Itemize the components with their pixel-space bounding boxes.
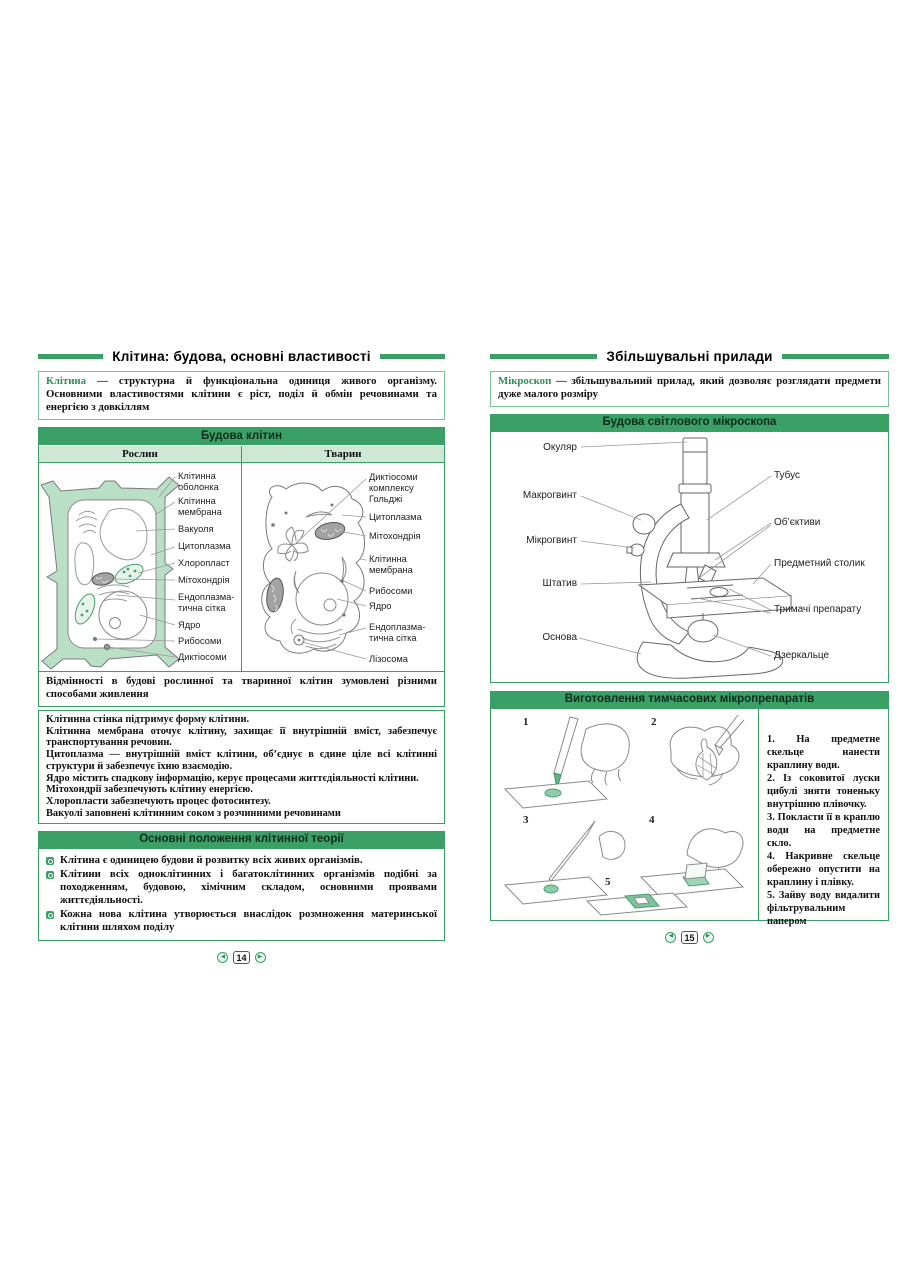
cell-structure-table	[38, 427, 445, 707]
table-note: Відмінності в будові рослинної та тваринної клітин зумовлені різними способами живлення	[39, 671, 444, 706]
organelle-label: Клітинна оболонка	[178, 471, 219, 492]
plant-cell-labels	[39, 463, 241, 671]
figure-number: 1	[523, 716, 529, 728]
organelle-descriptions	[38, 710, 445, 824]
description-line: Мітохондрії забезпечують клітину енергією.	[46, 784, 253, 796]
right-pager	[490, 930, 889, 944]
bullet-icon	[46, 857, 54, 865]
definition-box	[490, 371, 889, 407]
microscope-part-label: Штатив	[542, 578, 577, 589]
procedure-step: 4. Накривне скельце обережно опустити на краплину і плівку.	[767, 851, 880, 888]
procedure-step: 2. Із соковитої луски цибулі зняти тоненьку внутрішню плівочку.	[767, 773, 880, 810]
organelle-label: Ендоплазма-тична сітка	[369, 622, 426, 643]
diagram-row	[39, 462, 444, 671]
theory-item	[46, 908, 437, 934]
microscope-part-label: Тубус	[774, 470, 801, 481]
animal-cell-labels	[242, 463, 444, 671]
bullet-icon	[46, 871, 54, 879]
prev-page-icon: ◀	[668, 933, 674, 940]
microscope-labels-right	[491, 432, 888, 682]
theory-box	[38, 848, 445, 941]
organelle-label: Хлоропласт	[178, 558, 230, 568]
prev-page-icon: ◀	[220, 953, 226, 960]
definition-term: Клітина	[46, 375, 87, 387]
figure-numbers	[491, 709, 758, 920]
organelle-label: Клітинна мембрана	[178, 496, 222, 517]
theory-item	[46, 854, 437, 867]
organelle-label: Рибосоми	[369, 586, 413, 596]
description-line: Клітинна мембрана оточує клітину, захищає її внутрішній вміст, забезпечує транспортування речовин.	[46, 725, 437, 749]
next-page-button[interactable]	[703, 932, 714, 943]
microscope-part-label: Предметний столик	[774, 558, 865, 569]
page-title: Клітина: будова, основні властивості	[112, 349, 371, 364]
microscope-part-label: Макрогвинт	[522, 490, 577, 501]
microscope-part-label: Окуляр	[543, 442, 577, 453]
prev-page-button[interactable]	[217, 952, 228, 963]
microscope-part-label: Основа	[542, 632, 577, 643]
procedure-step: 5. Зайву воду видалити фільтрувальним папером	[767, 890, 880, 927]
title-decorative-bar	[782, 354, 889, 359]
animal-cell-diagram	[242, 463, 444, 671]
organelle-label: Мітохондрія	[369, 531, 421, 541]
definition-text: — структурна й функціональна одиниця живого організму. Основними властивостями клітини є ріст, поділ й обмін речовинами та енергією з довкіллям	[46, 375, 437, 413]
definition-text: — збільшувальний прилад, який дозволяє розглядати предмети дуже малого розміру	[498, 375, 881, 400]
microscope-diagram	[490, 431, 889, 683]
title-decorative-bar	[490, 354, 597, 359]
organelle-label: Ядро	[178, 620, 201, 630]
description-line: Клітинна стінка підтримує форму клітини.	[46, 714, 250, 725]
microscope-part-label: Дзеркальце	[774, 650, 830, 661]
organelle-label: Диктіосоми комплексу Гольджі	[369, 472, 418, 504]
organelle-label: Ендоплазма-тична сітка	[178, 592, 235, 613]
organelle-label: Мітохондрія	[178, 575, 230, 585]
microscope-part-label: Об’єктиви	[774, 517, 821, 528]
table-column-headers	[39, 445, 444, 462]
organelle-label: Диктіосоми	[178, 652, 227, 662]
prev-page-button[interactable]	[665, 932, 676, 943]
organelle-label: Клітинна мембрана	[369, 554, 413, 575]
figure-number: 2	[651, 716, 657, 728]
left-page	[38, 347, 445, 964]
microscope-header: Будова світлового мікроскопа	[490, 414, 889, 431]
organelle-label: Лізосома	[369, 654, 408, 664]
description-line: Хлоропласти забезпечують процес фотосинтезу.	[46, 795, 271, 807]
right-page	[490, 347, 889, 944]
plant-cell-diagram	[39, 463, 242, 671]
procedure-step: 1. На предметне скельце нанести краплину води.	[767, 734, 880, 771]
left-pager	[38, 950, 445, 964]
procedure-panel	[490, 708, 889, 927]
organelle-label: Ядро	[369, 601, 392, 611]
procedure-step: 3. Покласти її в краплю води на предметне скло.	[767, 812, 880, 849]
page-title: Збільшувальні прилади	[606, 349, 773, 364]
theory-header: Основні положення клітинної теорії	[38, 831, 445, 848]
left-page-title-row	[38, 347, 445, 366]
page-number-badge: 15	[681, 931, 697, 944]
description-line: Цитоплазма — внутрішній вміст клітини, об’єднує в єдине ціле всі клітинні структури й забезпечує їхню взаємодію.	[46, 749, 437, 772]
figure-number: 4	[649, 814, 655, 826]
theory-item-text: Клітина є одиницею будови й розвитку всіх живих організмів.	[60, 854, 363, 867]
next-page-icon: ▶	[257, 953, 263, 960]
theory-item	[46, 868, 437, 907]
title-decorative-bar	[380, 354, 445, 359]
title-decorative-bar	[38, 354, 103, 359]
definition-box	[38, 371, 445, 420]
description-line: Вакуолі заповнені клітинним соком з розчинними речовинами	[46, 807, 341, 819]
figure-number: 5	[605, 876, 611, 888]
next-page-button[interactable]	[255, 952, 266, 963]
definition-term: Мікроскоп	[498, 375, 552, 387]
organelle-label: Цитоплазма	[369, 512, 422, 522]
column-header-animal: Тварин	[324, 448, 362, 460]
right-page-title-row	[490, 347, 889, 366]
figure-number: 3	[523, 814, 529, 826]
organelle-label: Рибосоми	[178, 636, 222, 646]
microscope-part-label: Тримачі препарату	[774, 604, 862, 615]
bullet-icon	[46, 911, 54, 919]
microscope-part-label: Мікрогвинт	[526, 535, 577, 546]
organelle-label: Вакуоля	[178, 524, 214, 534]
next-page-icon: ▶	[705, 933, 711, 940]
table-header: Будова клітин	[39, 428, 444, 445]
theory-item-text: Клітини всіх одноклітинних і багатоклітинних організмів подібні за походженням, будовою, хімічним складом, основними проявами життєдіяльності.	[60, 868, 437, 907]
procedure-figures	[491, 709, 759, 920]
description-line: Ядро містить спадкову інформацію, керує процесами життєдіяльності клітини.	[46, 772, 419, 784]
procedure-steps	[759, 709, 888, 927]
page-number-badge: 14	[233, 951, 249, 964]
procedure-header: Виготовлення тимчасових мікропрепаратів	[490, 691, 889, 708]
theory-list	[39, 849, 444, 940]
column-header-plant: Рослин	[39, 446, 242, 462]
theory-item-text: Кожна нова клітина утворюється внаслідок розмноження материнської клітини шляхом поділу	[60, 908, 437, 934]
organelle-label: Цитоплазма	[178, 541, 231, 551]
